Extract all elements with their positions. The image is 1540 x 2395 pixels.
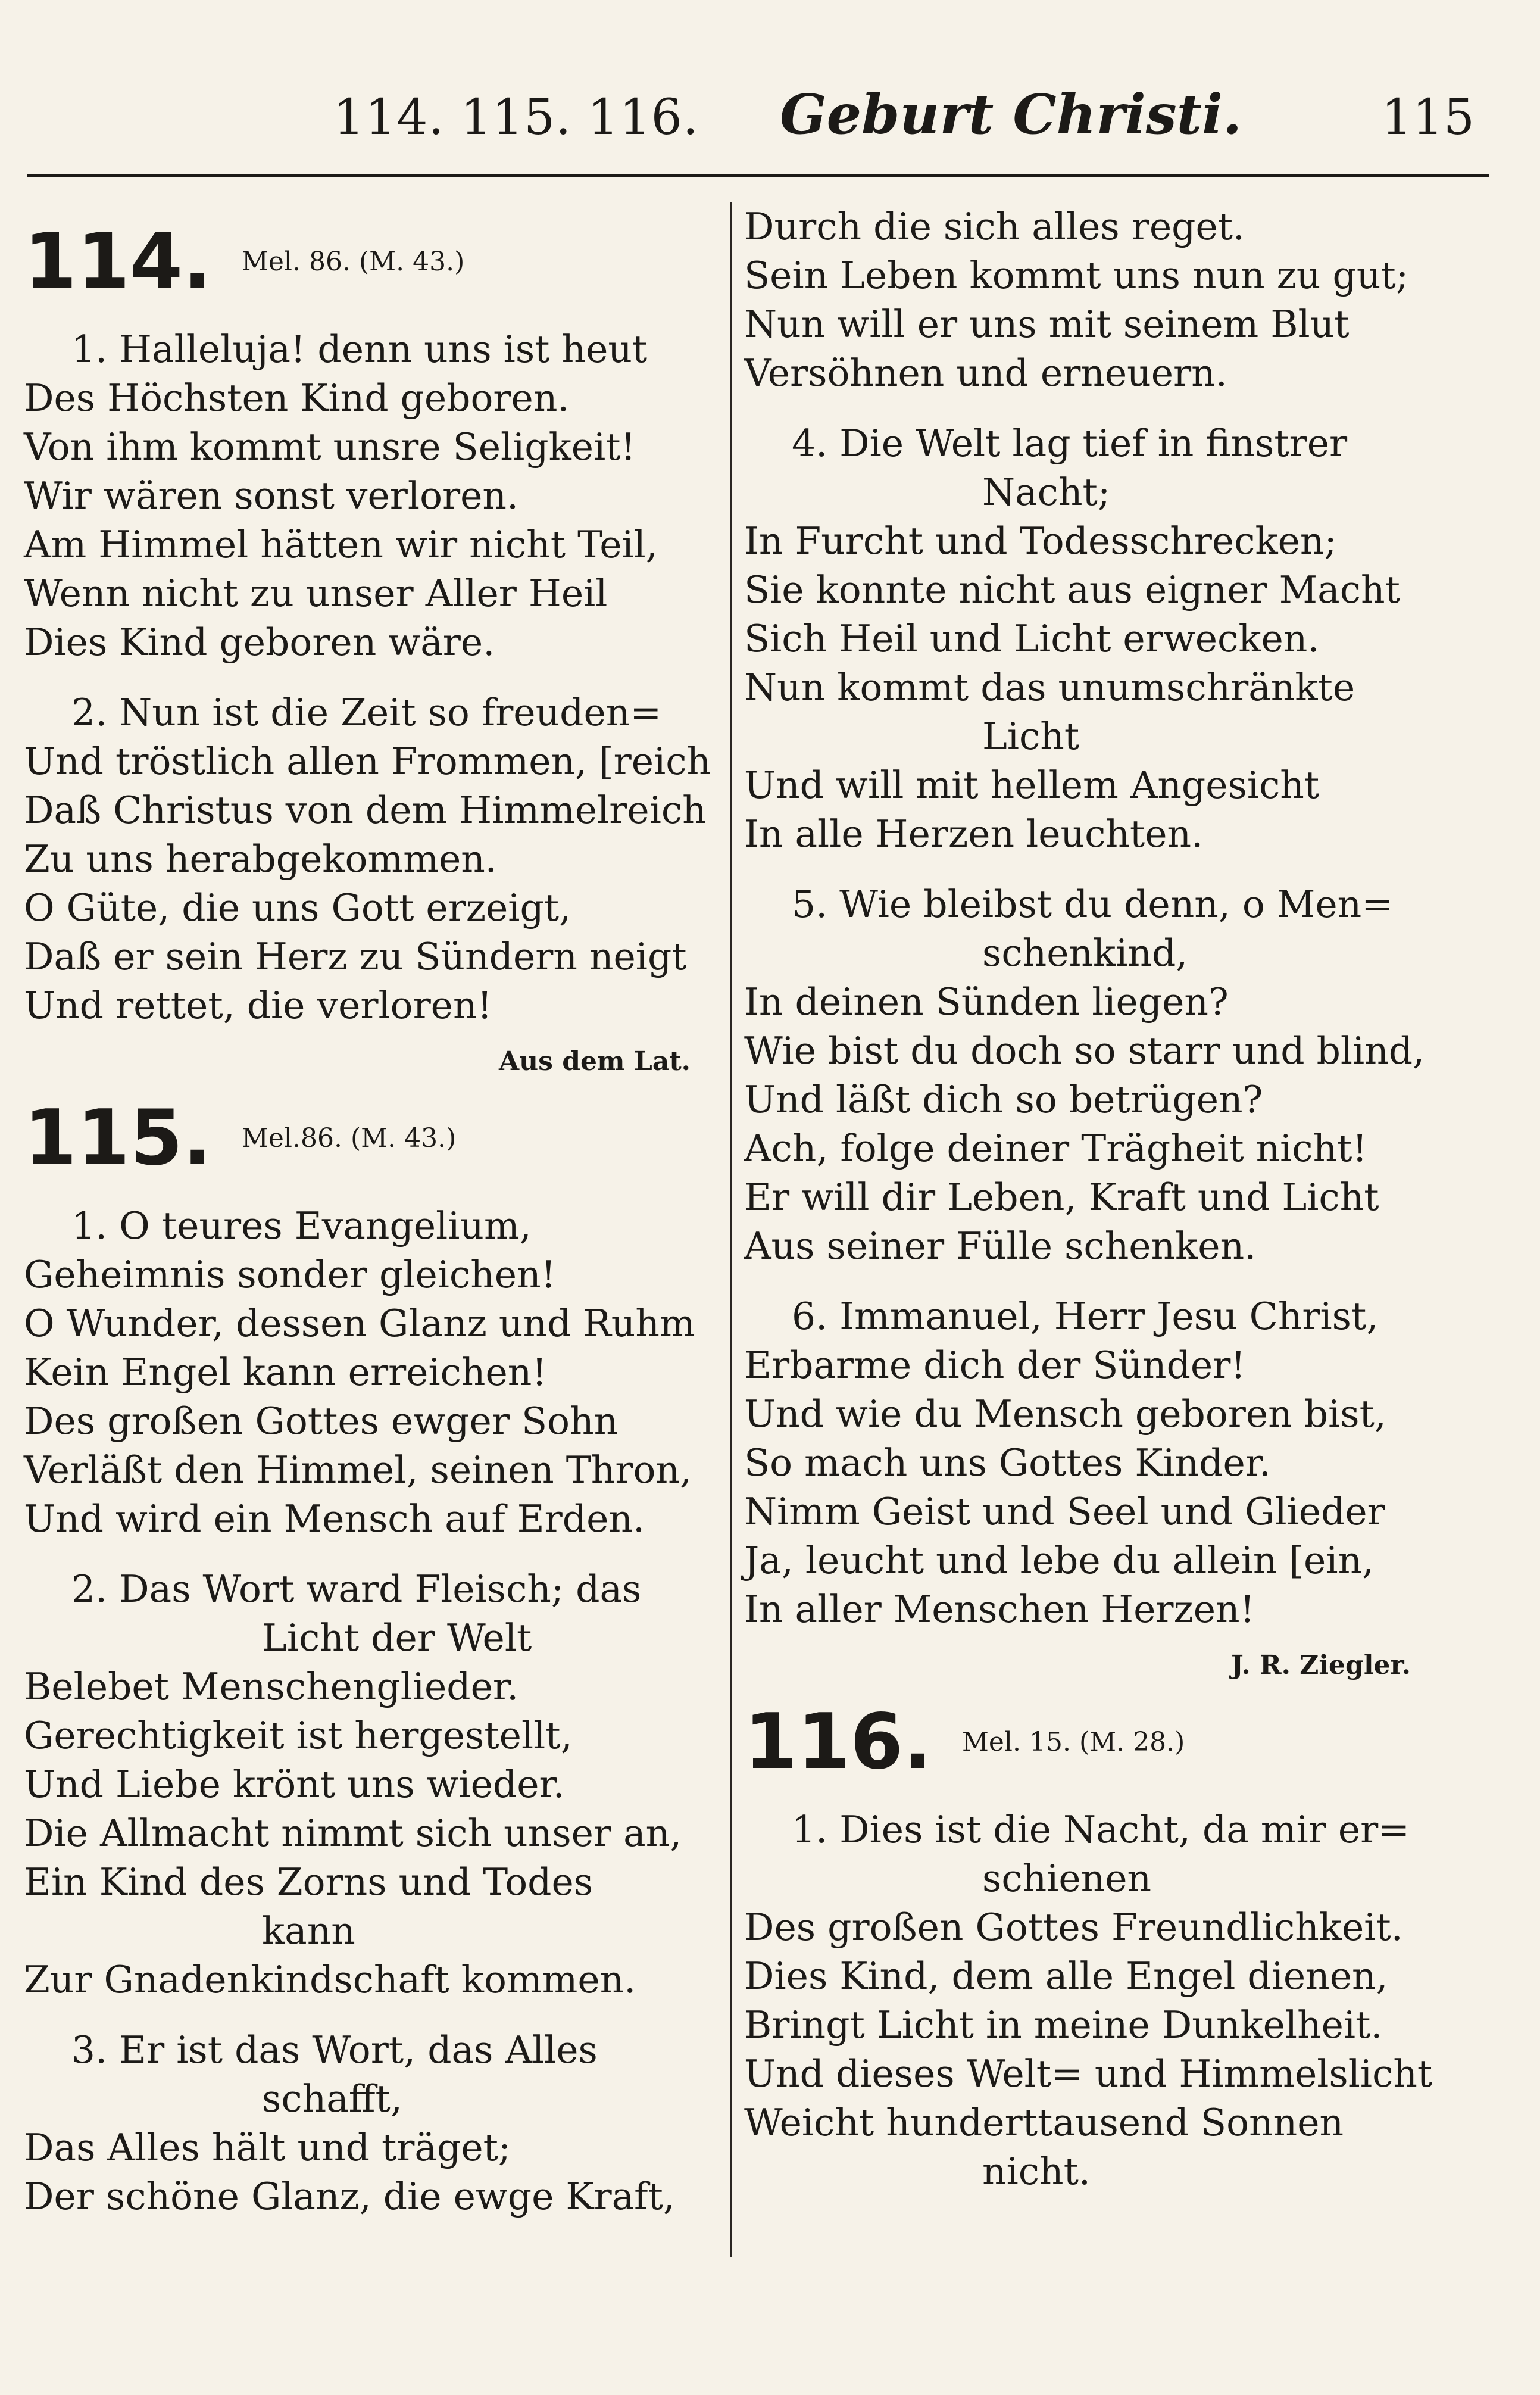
- verse-line: In aller Menschen Herzen!: [744, 1588, 1255, 1631]
- verse-line: Nun will er uns mit seinem Blut: [744, 303, 1350, 346]
- verse-line: Licht: [982, 715, 1080, 758]
- verse-line: Daß er sein Herz zu Sündern neigt: [24, 935, 687, 978]
- verse-line: Belebet Menschenglieder.: [24, 1665, 519, 1708]
- verse-line: Durch die sich alles reget.: [744, 205, 1245, 248]
- verse-line: Zu uns herabgekommen.: [24, 837, 497, 881]
- stanza: [744, 880, 1447, 1271]
- verse-line: Das Alles hält und träget;: [24, 2126, 511, 2169]
- hymn-melody: Mel. 15. (M. 28.): [961, 1727, 1185, 1757]
- verse-line: 3. Er ist das Wort, das Alles: [71, 2028, 598, 2072]
- verse-line: 2. Das Wort ward Fleisch; das: [71, 1567, 642, 1611]
- hymn-number: 114.: [24, 217, 212, 306]
- verse-line: schenkind,: [982, 931, 1188, 975]
- header-rule: [27, 174, 1489, 177]
- page-number: 115: [1381, 89, 1475, 146]
- verse-line: Wenn nicht zu unser Aller Heil: [24, 572, 608, 615]
- verse-line: Von ihm kommt unsre Seligkeit!: [24, 425, 636, 469]
- verse-line: 2. Nun ist die Zeit so freuden=: [71, 691, 662, 734]
- stanza: [744, 1292, 1447, 1634]
- verse-line: Des großen Gottes ewger Sohn: [24, 1399, 619, 1443]
- verse-line: Er will dir Leben, Kraft und Licht: [744, 1175, 1379, 1219]
- verse-line: O Wunder, dessen Glanz und Ruhm: [24, 1302, 695, 1345]
- header-hymn-numbers: 114. 115. 116.: [333, 89, 699, 146]
- verse-line: Sein Leben kommt uns nun zu gut;: [744, 254, 1408, 297]
- verse-line: Gerechtigkeit ist hergestellt,: [24, 1714, 573, 1757]
- verse-line: Und tröstlich allen Frommen, [reich: [24, 740, 711, 783]
- verse-line: Wir wären sonst verloren.: [24, 474, 518, 517]
- verse-line: kann: [262, 1909, 355, 1953]
- verse-line: 4. Die Welt lag tief in finstrer: [792, 422, 1348, 465]
- verse-line: Bringt Licht in meine Dunkelheit.: [744, 2003, 1383, 2047]
- verse-line: Licht der Welt: [262, 1616, 532, 1660]
- hymn-author: J. R. Ziegler.: [1230, 1650, 1411, 1680]
- stanza: [24, 2026, 726, 2221]
- verse-line: Und wird ein Mensch auf Erden.: [24, 1497, 645, 1540]
- hymn-melody: Mel. 86. (M. 43.): [241, 247, 465, 277]
- verse-line: Dies Kind, dem alle Engel dienen,: [744, 1954, 1388, 1998]
- verse-line: Sie konnte nicht aus eigner Macht: [744, 568, 1400, 612]
- verse-line: Kein Engel kann erreichen!: [24, 1351, 547, 1394]
- verse-line: Sich Heil und Licht erwecken.: [744, 617, 1320, 660]
- verse-line: Und will mit hellem Angesicht: [744, 763, 1320, 807]
- hymn-melody: Mel.86. (M. 43.): [241, 1123, 457, 1153]
- verse-line: schienen: [982, 1857, 1152, 1900]
- verse-line: Ja, leucht und lebe du allein [ein,: [744, 1539, 1375, 1582]
- verse-line: In alle Herzen leuchten.: [744, 812, 1204, 856]
- hymn-number: 116.: [744, 1698, 932, 1786]
- verse-line: Und dieses Welt= und Himmelslicht: [744, 2052, 1433, 2095]
- verse-line: schafft,: [262, 2077, 402, 2120]
- verse-line: Versöhnen und erneuern.: [744, 351, 1227, 395]
- verse-line: Aus seiner Fülle schenken.: [744, 1224, 1257, 1268]
- stanza: [24, 688, 726, 1030]
- verse-line: Zur Gnadenkindschaft kommen.: [24, 1958, 636, 2001]
- verse-line: Des großen Gottes Freundlichkeit.: [744, 1906, 1403, 1949]
- verse-line: Und wie du Mensch geboren bist,: [744, 1392, 1386, 1436]
- right-column: [744, 202, 1447, 2196]
- verse-line: 5. Wie bleibst du denn, o Men=: [792, 882, 1393, 926]
- verse-line: In deinen Sünden liegen?: [744, 980, 1229, 1024]
- verse-line: In Furcht und Todesschrecken;: [744, 519, 1337, 563]
- verse-line: Dies Kind geboren wäre.: [24, 620, 495, 664]
- verse-line: Ein Kind des Zorns und Todes: [24, 1860, 593, 1904]
- page-header: [30, 71, 1492, 161]
- stanza: [744, 419, 1447, 859]
- verse-line: Am Himmel hätten wir nicht Teil,: [24, 523, 658, 566]
- stanza: [24, 1565, 726, 2004]
- verse-line: Und läßt dich so betrügen?: [744, 1078, 1263, 1121]
- stanza: [24, 325, 726, 667]
- hymn-heading: [24, 217, 726, 306]
- verse-line: Und Liebe krönt uns wieder.: [24, 1763, 565, 1806]
- verse-line: 1. O teures Evangelium,: [71, 1204, 532, 1248]
- verse-line: O Güte, die uns Gott erzeigt,: [24, 886, 571, 930]
- hymn-heading: [744, 1698, 1447, 1786]
- left-column: [24, 202, 726, 2221]
- verse-line: Die Allmacht nimmt sich unser an,: [24, 1811, 682, 1855]
- hymn-heading: [24, 1094, 726, 1183]
- verse-line: Nacht;: [982, 470, 1111, 514]
- verse-line: Ach, folge deiner Trägheit nicht!: [744, 1127, 1367, 1170]
- header-title: Geburt Christi.: [780, 82, 1242, 146]
- hymn-number: 115.: [24, 1094, 212, 1183]
- hymn-author: Aus dem Lat.: [499, 1046, 691, 1077]
- verse-line: Nun kommt das unumschränkte: [744, 666, 1355, 709]
- verse-line: Nimm Geist und Seel und Glieder: [744, 1490, 1385, 1533]
- verse-line: Erbarme dich der Sünder!: [744, 1343, 1246, 1387]
- verse-line: 1. Halleluja! denn uns ist heut: [71, 328, 648, 371]
- verse-line: Weicht hunderttausend Sonnen: [744, 2101, 1344, 2144]
- verse-line: Geheimnis sonder gleichen!: [24, 1253, 556, 1296]
- verse-line: Des Höchsten Kind geboren.: [24, 376, 570, 420]
- verse-line: Verläßt den Himmel, seinen Thron,: [24, 1448, 692, 1492]
- verse-line: 1. Dies ist die Nacht, da mir er=: [792, 1808, 1410, 1851]
- stanza-continued: [744, 202, 1447, 398]
- verse-line: nicht.: [982, 2150, 1091, 2193]
- stanza: [24, 1202, 726, 1543]
- stanza: [744, 1805, 1447, 2196]
- verse-line: Der schöne Glanz, die ewge Kraft,: [24, 2175, 675, 2218]
- verse-line: 6. Immanuel, Herr Jesu Christ,: [792, 1295, 1379, 1338]
- column-divider: [730, 202, 732, 2257]
- verse-line: Und rettet, die verloren!: [24, 984, 492, 1027]
- verse-line: Daß Christus von dem Himmelreich: [24, 788, 707, 832]
- verse-line: So mach uns Gottes Kinder.: [744, 1441, 1271, 1485]
- verse-line: Wie bist du doch so starr und blind,: [744, 1029, 1425, 1072]
